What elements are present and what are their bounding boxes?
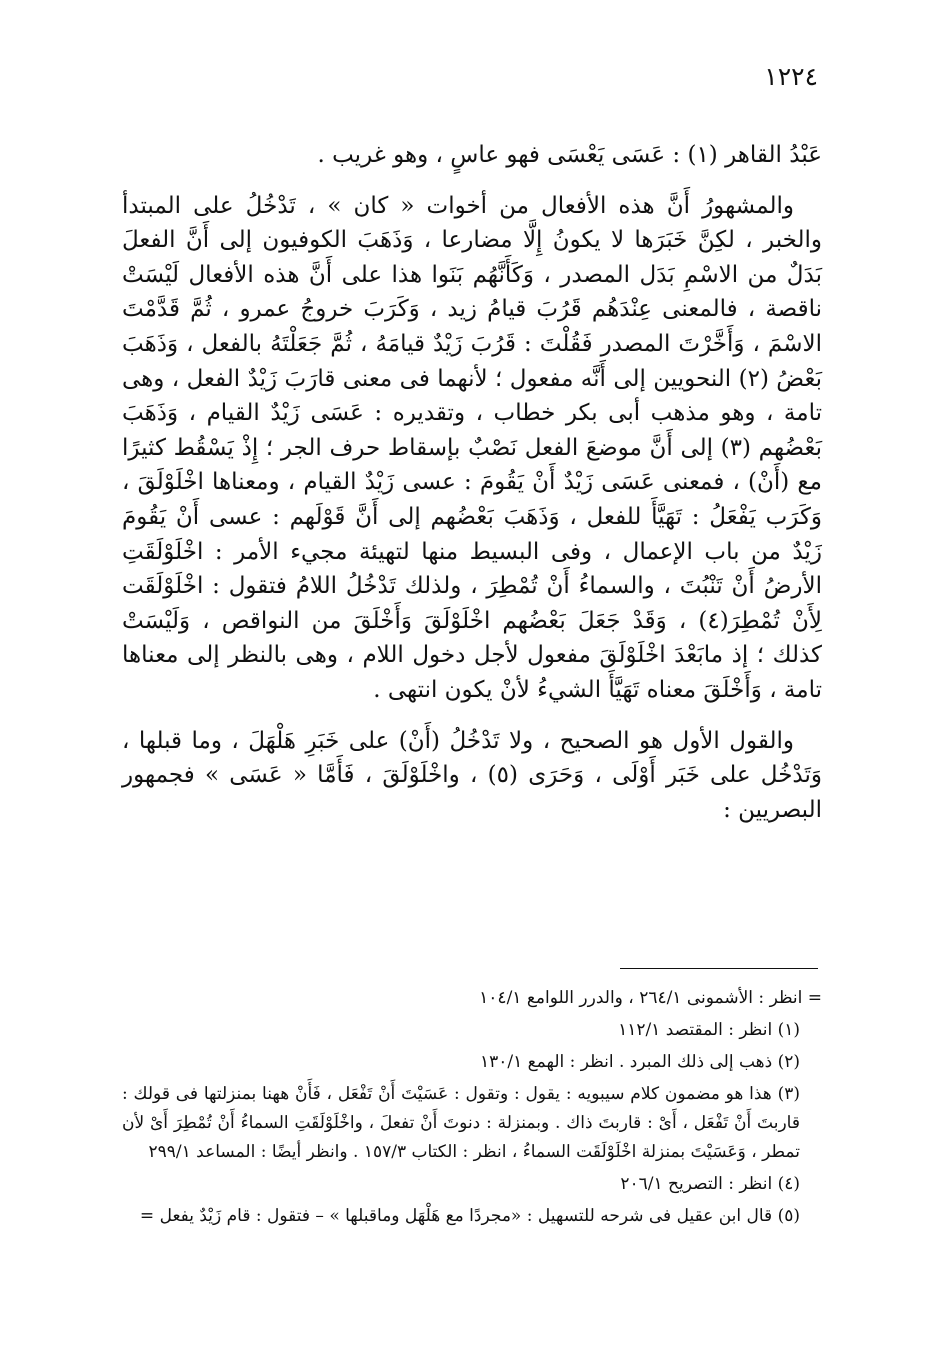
footnote: = انظر : الأشمونى ٢٦٤/١ ، والدرر اللوامع ١٠٤/١ — [479, 988, 822, 1008]
main-text — [122, 138, 822, 827]
footnote: (١) انظر : المقتصد ١١٢/١ — [618, 1020, 800, 1040]
footnote: (٥) قال ابن عقيل فى شرحه للتسهيل : «مجردًا مع هَلْهَل وماقبلها » – فتقول : قام زَيْدٌ يفعل = — [139, 1206, 800, 1226]
paragraph: والقول الأول هو الصحيح ، ولا تَدْخُلُ (أَنْ) على خَبَرِ هَلْهَلَ ، وما قبلها ، وَتَدْخُل على خَبَر أَوْلَى ، وَحَرَى (٥) ، واخْلَوْلَقَ ، فَأَمَّا « عَسَى » فجمهور البصريين : — [122, 727, 823, 823]
footnotes — [122, 984, 822, 1234]
footnote: (٣) هذا هو مضمون كلام سيبويه : يقول : وتقول : عَسَيْتَ أَنْ تَفْعَل ، فَأَنْ ههنا بمنزلتها فى قولك : قاربتَ أَنْ تَفْعَل ، أَىْ : قاربتَ ذاك . وبمنزلة : دنوتَ أَنْ تفعلَ ، واخْلَوْلَقَتِ السماءُ أَنْ تُمْطِرَ أَىْ لأن تمطر ، وَعَسَيْتَ بمنزلة اخْلَوْلَقَت السماءُ ، انظر : الكتاب ١٥٧/٣ . وانظر أيضًا : المساعد ٢٩٩/١ — [122, 1084, 800, 1162]
paragraph: والمشهورُ أَنَّ هذه الأفعال من أخوات « كان » ، تَدْخُلُ على المبتدأ والخبر ، لكِنَّ خَبَرَها لا يكونُ إِلَّا مضارعا ، وَذَهَبَ الكوفيون إلى أَنَّ الفعلَ بَدَلٌ من الاسْمِ بَدَل المصدر ، وَكَأَنَّهُم بَنَوا هذا على أَنَّ هذه الأفعال لَيْسَتْ ناقصة ، فالمعنى عِنْدَهُم قَرُبَ قيامُ زيد ، وَكَرَبَ خروجُ عمرو ، ثُمَّ قَدَّمْتَ الاسْمَ ، وَأَخَّرْتَ المصدر فَقُلْتَ : قَرُبَ زَيْدٌ قيامَهُ ، ثُمَّ جَعَلْتَهُ بالفعل ، وَذَهَبَ بَعْضُ (٢) النحويين إلى أَنَّه مفعول ؛ لأنهما فى معنى قارَبَ زَيْدٌ الفعل ، وهى تامة ، وهو مذهب أبى بكر خطاب ، وتقديره : عَسَى زَيْدٌ القيام ، وَذَهَبَ بَعْضُهم (٣) إلى أَنَّ موضعَ الفعل نَصْبٌ بإسقاط حرف الجر ؛ إِذْ يَسْقُط كثيرًا مع (أَنْ) ، فمعنى عَسَى زَيْدٌ أَنْ يَقُومَ : عسى زَيْدٌ القيام ، ومعناها اخْلَوْلَقَ ، وَكَرَب يَفْعَلُ : تَهَيَّأَ للفعل ، وَذَهَبَ بَعْضُهم إلى أَنَّ قَوْلَهم : عسى أَنْ يَقُومَ زَيْدٌ من باب الإعمال ، وفى البسيط منها لتهيئة مجيء الأمر : اخْلَوْلَقَتِ الأرضُ أَنْ تَنْبُتَ ، والسماءُ أَنْ تُمْطِرَ ، ولذلك تَدْخُلُ اللامُ فتقول : اخْلَوْلَقَت لِأَنْ تُمْطِرَ(٤) ، وَقَدْ جَعَلَ بَعْضُهم اخْلَوْلَقَ وَأَخْلَقَ من النواقص ، وَلَيْسَتْ كذلك ؛ إذ مابَعْدَ اخْلَوْلَقَ مفعول لأجل دخول اللام ، وهى بالنظر إلى معناها تامة ، وَأَخْلَقَ معناه تَهَيَّأَ الشيءُ لأنْ يكون انتهى . — [122, 192, 822, 703]
footnote: (٢) ذهب إلى ذلك المبرد . انظر : الهمع ١٣٠/١ — [479, 1052, 800, 1072]
page-number: ١٢٢٤ — [764, 62, 818, 91]
paragraph: عَبْدُ القاهر (١) : عَسَى يَعْسَى فهو عاسٍ ، وهو غريب . — [317, 142, 822, 168]
footnote: (٤) انظر : التصريح ٢٠٦/١ — [620, 1174, 800, 1194]
footnote-divider — [620, 968, 818, 969]
